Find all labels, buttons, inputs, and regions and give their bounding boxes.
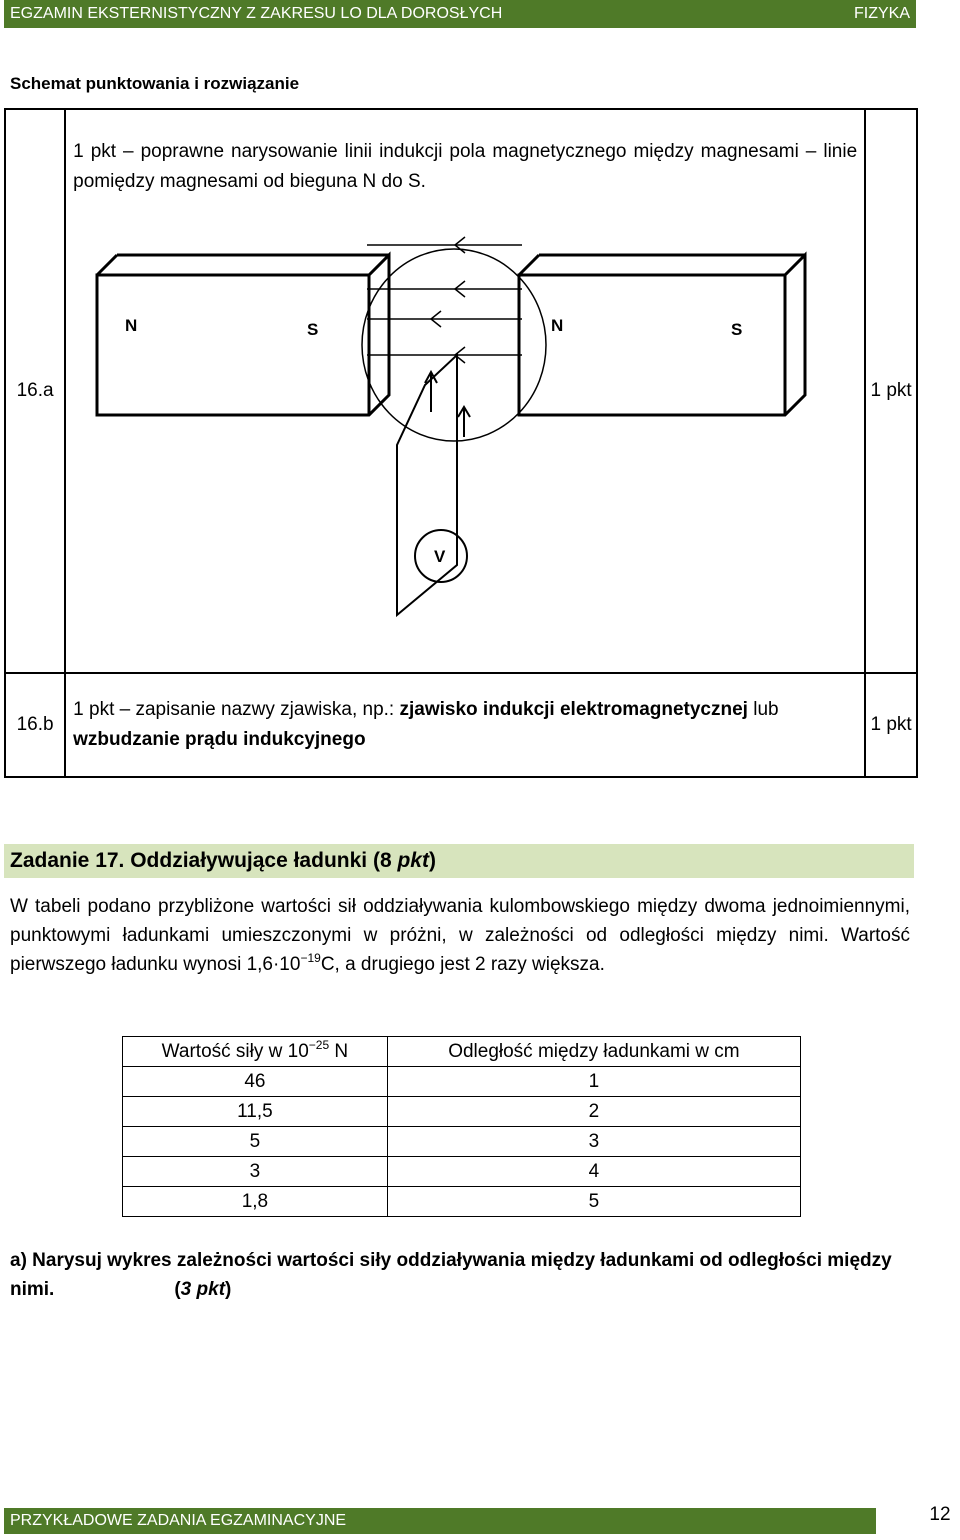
cell-distance: 4 <box>387 1157 800 1187</box>
header-force-text: Wartość siły w 10 <box>161 1040 309 1062</box>
cell-force: 3 <box>123 1157 388 1187</box>
header-force-exp: −25 <box>308 1037 330 1052</box>
task-title <box>4 844 914 878</box>
row-16b <box>5 673 917 777</box>
magnet-2 <box>519 255 805 415</box>
page-number: 12 <box>929 1504 951 1525</box>
table-row <box>123 1187 801 1217</box>
table-row <box>123 1157 801 1187</box>
cell-distance: 3 <box>387 1127 800 1157</box>
meter-label: V <box>434 547 446 566</box>
magnet2-s: S <box>731 320 743 339</box>
table-row <box>123 1067 801 1097</box>
task-title-text: Zadanie 17. Oddziaływujące ładunki (8 <box>10 849 398 872</box>
table-row <box>123 1097 801 1127</box>
header-left: EGZAMIN EKSTERNISTYCZNY Z ZAKRESU LO DLA DOROSŁYCH <box>10 5 503 22</box>
magnet-figure <box>67 197 863 667</box>
magnet-1 <box>97 255 389 415</box>
conductor-frame <box>397 355 470 615</box>
cell-force: 5 <box>123 1127 388 1157</box>
header-force-unit: N <box>329 1040 349 1062</box>
magnet2-n: N <box>551 316 564 335</box>
header-distance: Odległość między ładunkami w cm <box>387 1037 800 1067</box>
cell-force: 46 <box>123 1067 388 1097</box>
question-points-close: ) <box>225 1279 232 1300</box>
cell-distance: 5 <box>387 1187 800 1217</box>
para-text: W tabeli podano przybliżone wartości sił oddziaływania kulombowskiego między dwoma jednoimiennymi, punktowymi ładunkami umieszczonymi w próżni, w zależności od odległości między nimi. Wartość pierwszego ładunku wynosi 1,6·10 <box>10 896 910 975</box>
para-text-2: C, a drugiego jest 2 razy większa. <box>320 954 605 975</box>
row-text: 1 pkt – poprawne narysowanie linii indukcji pola magnetycznego między magnesami – linie pomiędzy magnesami od bieguna N do S. <box>73 141 858 192</box>
scoring-table <box>4 108 918 778</box>
question-a <box>10 1246 910 1304</box>
text-part: 1 pkt – zapisanie nazwy zjawiska, np.: <box>73 699 400 720</box>
row-points: 1 pkt <box>865 673 917 777</box>
text-part: lub <box>747 699 779 720</box>
force-distance-table <box>122 1036 801 1217</box>
header-right: FIZYKA <box>853 5 910 22</box>
scheme-title: Schemat punktowania i rozwiązanie <box>10 74 300 93</box>
row-content <box>65 673 865 777</box>
question-points-num: 3 <box>180 1279 192 1300</box>
para-exponent: −19 <box>300 951 321 965</box>
row-text <box>67 685 863 765</box>
cell-distance: 1 <box>387 1067 800 1097</box>
task-close: ) <box>428 849 436 872</box>
row-points: 1 pkt <box>865 109 917 673</box>
table-row <box>123 1127 801 1157</box>
question-points-open: ( <box>174 1279 181 1300</box>
cell-distance: 2 <box>387 1097 800 1127</box>
task-description <box>10 892 910 979</box>
question-text: a) Narysuj wykres zależności wartości siły oddziaływania między ładunkami od odległości między nimi. <box>10 1250 892 1300</box>
answer-2: wzbudzanie prądu indukcyjnego <box>73 729 366 750</box>
magnet1-s: S <box>307 320 319 339</box>
question-points-unit: pkt <box>191 1279 226 1300</box>
row-content <box>65 109 865 673</box>
cell-force: 11,5 <box>123 1097 388 1127</box>
page-footer: PRZYKŁADOWE ZADANIA EGZAMINACYJNE <box>4 1508 876 1534</box>
magnet1-n: N <box>125 316 138 335</box>
answer-1: zjawisko indukcji elektromagnetycznej <box>399 699 748 720</box>
header-force <box>123 1037 388 1067</box>
cell-force: 1,8 <box>123 1187 388 1217</box>
page-header <box>4 0 916 28</box>
task-pkt: pkt <box>397 849 429 872</box>
row-16a <box>5 109 917 673</box>
table-header-row <box>123 1037 801 1067</box>
row-id: 16.a <box>5 109 65 673</box>
row-id: 16.b <box>5 673 65 777</box>
